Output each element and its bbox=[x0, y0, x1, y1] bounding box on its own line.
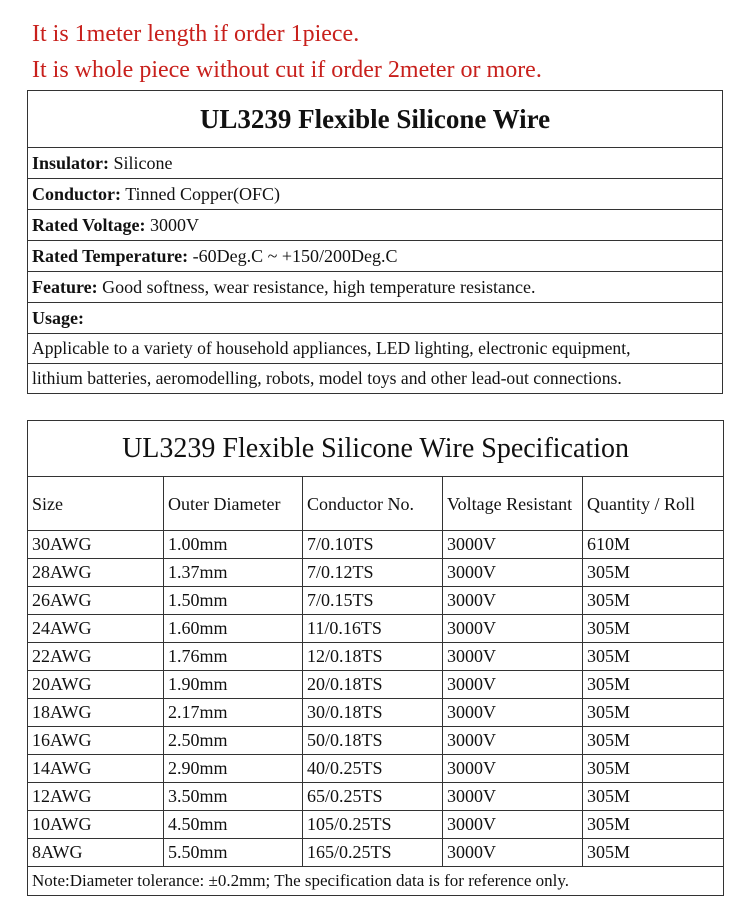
spec-header-row bbox=[28, 477, 724, 531]
usage-line-row bbox=[28, 364, 723, 394]
cell-size: 22AWG bbox=[28, 643, 164, 671]
cell-quantity-roll: 305M bbox=[583, 755, 724, 783]
property-value: Silicone bbox=[113, 152, 173, 173]
table-row bbox=[28, 559, 724, 587]
cell-voltage-resistant: 3000V bbox=[443, 755, 583, 783]
cell-quantity-roll: 305M bbox=[583, 643, 724, 671]
table-row bbox=[28, 615, 724, 643]
table-row bbox=[28, 699, 724, 727]
property-value: 3000V bbox=[150, 214, 199, 235]
property-label: Feature: bbox=[32, 276, 98, 297]
notice-order-2-meter: It is whole piece without cut if order 2meter or more. bbox=[32, 57, 542, 83]
property-label: Rated Voltage: bbox=[32, 214, 146, 235]
usage-line-2: lithium batteries, aeromodelling, robots, model toys and other lead-out connections. bbox=[28, 364, 723, 394]
column-header-outer-diameter: Outer Diameter bbox=[164, 477, 303, 531]
cell-conductor-no: 7/0.12TS bbox=[303, 559, 443, 587]
table-row bbox=[28, 587, 724, 615]
cell-quantity-roll: 305M bbox=[583, 671, 724, 699]
column-header-quantity-roll: Quantity / Roll bbox=[583, 477, 724, 531]
cell-voltage-resistant: 3000V bbox=[443, 699, 583, 727]
cell-conductor-no: 30/0.18TS bbox=[303, 699, 443, 727]
property-value: Good softness, wear resistance, high temperature resistance. bbox=[102, 276, 536, 297]
property-row-usage bbox=[28, 303, 723, 334]
cell-conductor-no: 50/0.18TS bbox=[303, 727, 443, 755]
property-cell bbox=[28, 148, 723, 179]
product-title: UL3239 Flexible Silicone Wire bbox=[28, 91, 723, 148]
cell-quantity-roll: 305M bbox=[583, 587, 724, 615]
table-row bbox=[28, 811, 724, 839]
cell-outer-diameter: 1.60mm bbox=[164, 615, 303, 643]
cell-size: 14AWG bbox=[28, 755, 164, 783]
table-row bbox=[28, 531, 724, 559]
cell-voltage-resistant: 3000V bbox=[443, 559, 583, 587]
cell-outer-diameter: 5.50mm bbox=[164, 839, 303, 867]
table-row bbox=[28, 671, 724, 699]
spec-title: UL3239 Flexible Silicone Wire Specification bbox=[28, 421, 724, 477]
cell-voltage-resistant: 3000V bbox=[443, 531, 583, 559]
product-properties-table bbox=[27, 90, 723, 394]
cell-quantity-roll: 305M bbox=[583, 727, 724, 755]
property-label: Conductor: bbox=[32, 183, 121, 204]
cell-conductor-no: 11/0.16TS bbox=[303, 615, 443, 643]
cell-outer-diameter: 1.76mm bbox=[164, 643, 303, 671]
property-row-rated-temperature bbox=[28, 241, 723, 272]
cell-size: 26AWG bbox=[28, 587, 164, 615]
spec-title-row bbox=[28, 421, 724, 477]
spec-note: Note:Diameter tolerance: ±0.2mm; The specification data is for reference only. bbox=[28, 867, 724, 896]
property-value: Tinned Copper(OFC) bbox=[125, 183, 281, 204]
cell-quantity-roll: 305M bbox=[583, 811, 724, 839]
cell-size: 16AWG bbox=[28, 727, 164, 755]
column-header-voltage-resistant: Voltage Resistant bbox=[443, 477, 583, 531]
cell-voltage-resistant: 3000V bbox=[443, 587, 583, 615]
cell-size: 10AWG bbox=[28, 811, 164, 839]
cell-voltage-resistant: 3000V bbox=[443, 727, 583, 755]
property-cell bbox=[28, 241, 723, 272]
cell-outer-diameter: 2.50mm bbox=[164, 727, 303, 755]
table-row bbox=[28, 783, 724, 811]
property-row-rated-voltage bbox=[28, 210, 723, 241]
cell-size: 24AWG bbox=[28, 615, 164, 643]
cell-quantity-roll: 305M bbox=[583, 615, 724, 643]
cell-voltage-resistant: 3000V bbox=[443, 811, 583, 839]
cell-voltage-resistant: 3000V bbox=[443, 839, 583, 867]
cell-voltage-resistant: 3000V bbox=[443, 671, 583, 699]
cell-quantity-roll: 305M bbox=[583, 839, 724, 867]
cell-quantity-roll: 305M bbox=[583, 699, 724, 727]
spec-table-body bbox=[28, 531, 724, 867]
cell-quantity-roll: 305M bbox=[583, 559, 724, 587]
property-value: -60Deg.C ~ +150/200Deg.C bbox=[192, 245, 398, 266]
cell-voltage-resistant: 3000V bbox=[443, 643, 583, 671]
table-row bbox=[28, 643, 724, 671]
cell-outer-diameter: 1.00mm bbox=[164, 531, 303, 559]
table-row bbox=[28, 839, 724, 867]
property-row-feature bbox=[28, 272, 723, 303]
notice-order-1-piece: It is 1meter length if order 1piece. bbox=[32, 21, 360, 47]
column-header-size: Size bbox=[28, 477, 164, 531]
cell-conductor-no: 7/0.15TS bbox=[303, 587, 443, 615]
cell-size: 30AWG bbox=[28, 531, 164, 559]
cell-conductor-no: 105/0.25TS bbox=[303, 811, 443, 839]
cell-quantity-roll: 305M bbox=[583, 783, 724, 811]
specification-table bbox=[27, 420, 724, 896]
cell-conductor-no: 165/0.25TS bbox=[303, 839, 443, 867]
property-cell bbox=[28, 272, 723, 303]
cell-conductor-no: 65/0.25TS bbox=[303, 783, 443, 811]
spec-note-row bbox=[28, 867, 724, 896]
cell-size: 8AWG bbox=[28, 839, 164, 867]
property-row-conductor bbox=[28, 179, 723, 210]
property-row-insulator bbox=[28, 148, 723, 179]
cell-conductor-no: 40/0.25TS bbox=[303, 755, 443, 783]
table-row bbox=[28, 727, 724, 755]
cell-voltage-resistant: 3000V bbox=[443, 783, 583, 811]
cell-outer-diameter: 3.50mm bbox=[164, 783, 303, 811]
cell-quantity-roll: 610M bbox=[583, 531, 724, 559]
cell-size: 20AWG bbox=[28, 671, 164, 699]
column-header-conductor-no: Conductor No. bbox=[303, 477, 443, 531]
cell-outer-diameter: 1.50mm bbox=[164, 587, 303, 615]
property-label: Usage: bbox=[32, 307, 84, 328]
product-title-row bbox=[28, 91, 723, 148]
property-cell bbox=[28, 210, 723, 241]
cell-outer-diameter: 2.17mm bbox=[164, 699, 303, 727]
cell-outer-diameter: 1.37mm bbox=[164, 559, 303, 587]
property-cell bbox=[28, 179, 723, 210]
table-row bbox=[28, 755, 724, 783]
cell-outer-diameter: 1.90mm bbox=[164, 671, 303, 699]
cell-size: 18AWG bbox=[28, 699, 164, 727]
property-label: Insulator: bbox=[32, 152, 110, 173]
property-label: Rated Temperature: bbox=[32, 245, 189, 266]
usage-line-row bbox=[28, 334, 723, 364]
cell-voltage-resistant: 3000V bbox=[443, 615, 583, 643]
cell-outer-diameter: 4.50mm bbox=[164, 811, 303, 839]
cell-conductor-no: 12/0.18TS bbox=[303, 643, 443, 671]
usage-line-1: Applicable to a variety of household appliances, LED lighting, electronic equipment, bbox=[28, 334, 723, 364]
cell-size: 28AWG bbox=[28, 559, 164, 587]
cell-conductor-no: 7/0.10TS bbox=[303, 531, 443, 559]
property-cell bbox=[28, 303, 723, 334]
cell-outer-diameter: 2.90mm bbox=[164, 755, 303, 783]
cell-conductor-no: 20/0.18TS bbox=[303, 671, 443, 699]
cell-size: 12AWG bbox=[28, 783, 164, 811]
